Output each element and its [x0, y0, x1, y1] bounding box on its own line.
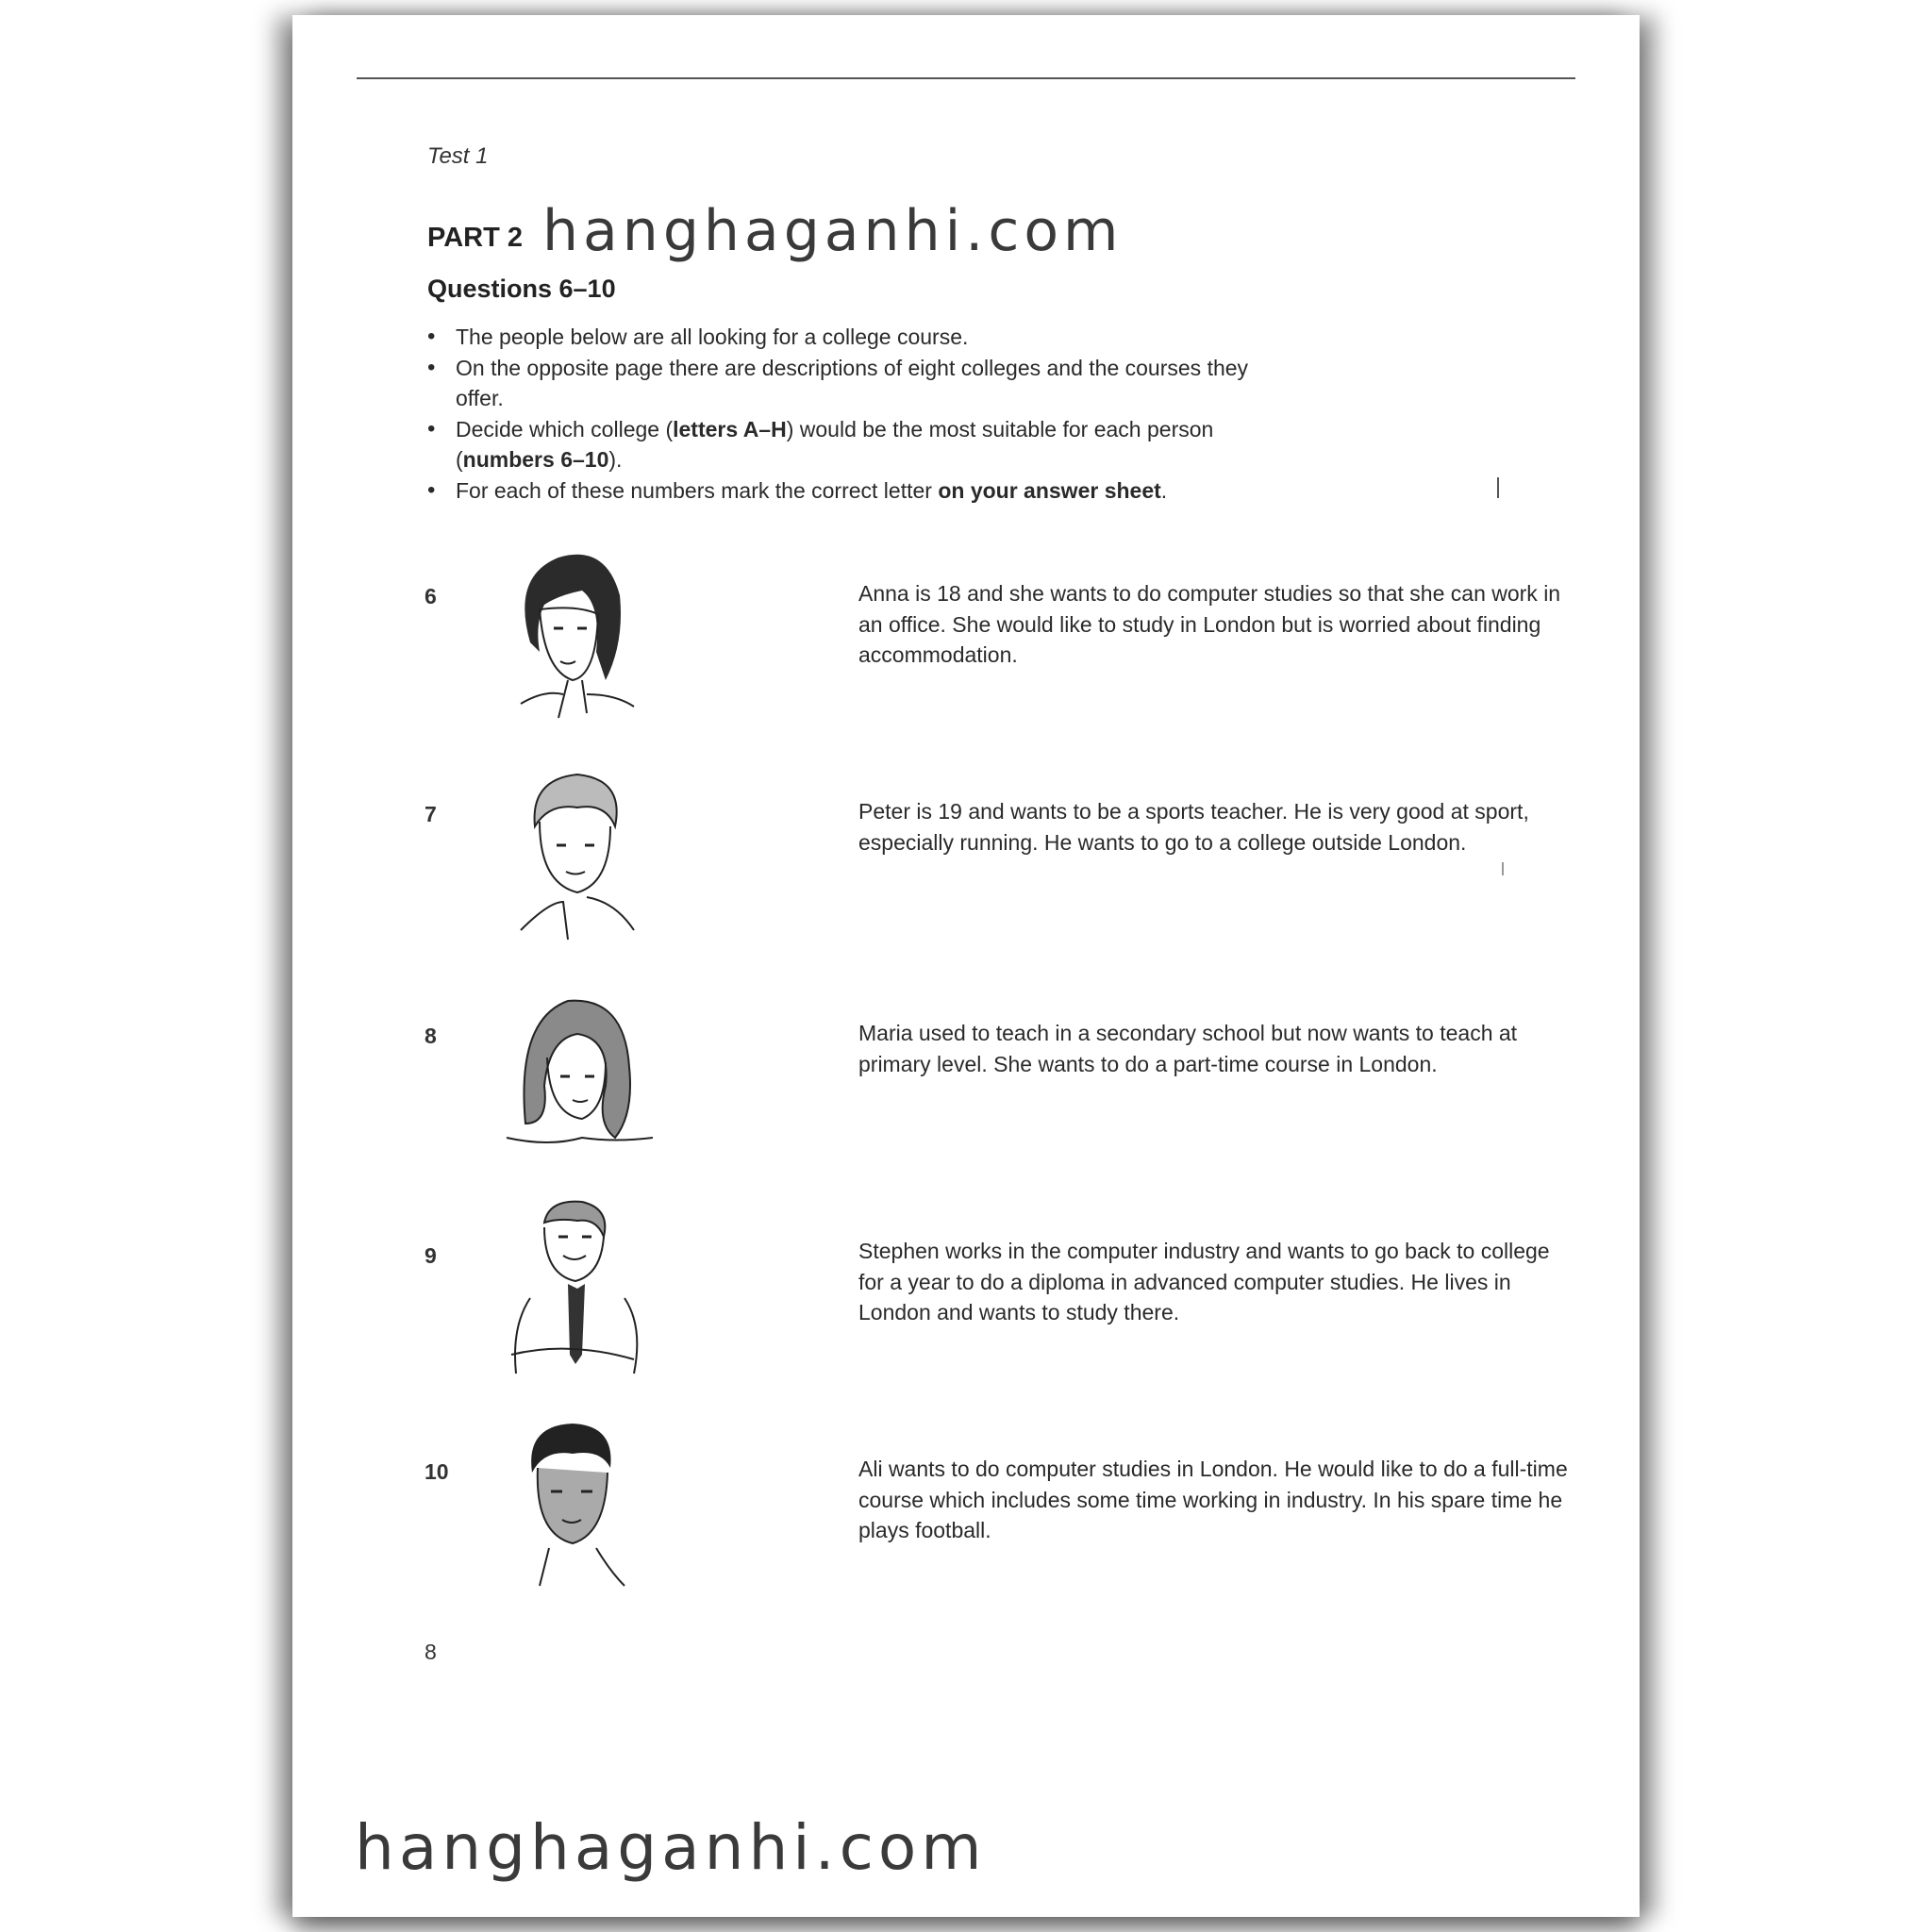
running-head: Test 1 — [427, 143, 489, 169]
watermark-top: hanghaganhi.com — [542, 198, 1124, 264]
question-number: 8 — [425, 1024, 437, 1048]
portrait-woman-icon — [492, 982, 653, 1171]
instruction-item: • For each of these numbers mark the correct letter on your answer sheet. — [427, 475, 1295, 507]
page-number: 8 — [425, 1640, 437, 1664]
question-number: 7 — [425, 802, 437, 826]
portrait-man-tie-icon — [492, 1194, 653, 1383]
instruction-item: • Decide which college (letters A–H) would be the most suitable for each person (numbers 6–10). — [427, 414, 1295, 475]
person-item-9 — [425, 1194, 1550, 1383]
person-description: Maria used to teach in a secondary school but now wants to teach at primary level. She wants to do a part-time course in London. — [858, 1021, 1518, 1076]
question-number: 9 — [425, 1243, 437, 1268]
person-description: Ali wants to do computer studies in London. He would like to do a full-time course which includes some time working in industry. In his spare time he plays football. — [858, 1457, 1568, 1542]
instructions-list — [427, 322, 1295, 506]
person-description: Stephen works in the computer industry and wants to go back to college for a year to do a diploma in advanced computer studies. He lives in London and wants to study there. — [858, 1239, 1550, 1324]
part-title: PART 2 — [427, 223, 523, 253]
person-item-7 — [425, 760, 1529, 949]
watermark-bottom: hanghaganhi.com — [355, 1811, 987, 1884]
scan-artifact — [1502, 862, 1504, 875]
portrait-young-man-icon — [492, 760, 653, 949]
portrait-woman-short-hair-icon — [492, 539, 653, 727]
document-page — [292, 15, 1640, 1917]
instruction-item: • The people below are all looking for a college course. — [427, 322, 1295, 353]
person-description: Anna is 18 and she wants to do computer studies so that she can work in an office. She would like to study in London but is worried about finding accommodation. — [858, 581, 1561, 667]
portrait-young-man-dark-hair-icon — [492, 1416, 653, 1605]
questions-range: Questions 6–10 — [427, 275, 616, 303]
person-item-6 — [425, 539, 1561, 727]
person-description: Peter is 19 and wants to be a sports teacher. He is very good at sport, especially running. He wants to go to a college outside London. — [858, 799, 1529, 855]
person-item-10 — [425, 1416, 1568, 1605]
question-number: 6 — [425, 584, 437, 608]
scan-artifact — [1497, 477, 1499, 498]
person-item-8 — [425, 982, 1518, 1171]
question-number: 10 — [425, 1459, 449, 1484]
instruction-item: • On the opposite page there are descriptions of eight colleges and the courses they offer. — [427, 353, 1295, 414]
header-rule — [357, 77, 1575, 79]
